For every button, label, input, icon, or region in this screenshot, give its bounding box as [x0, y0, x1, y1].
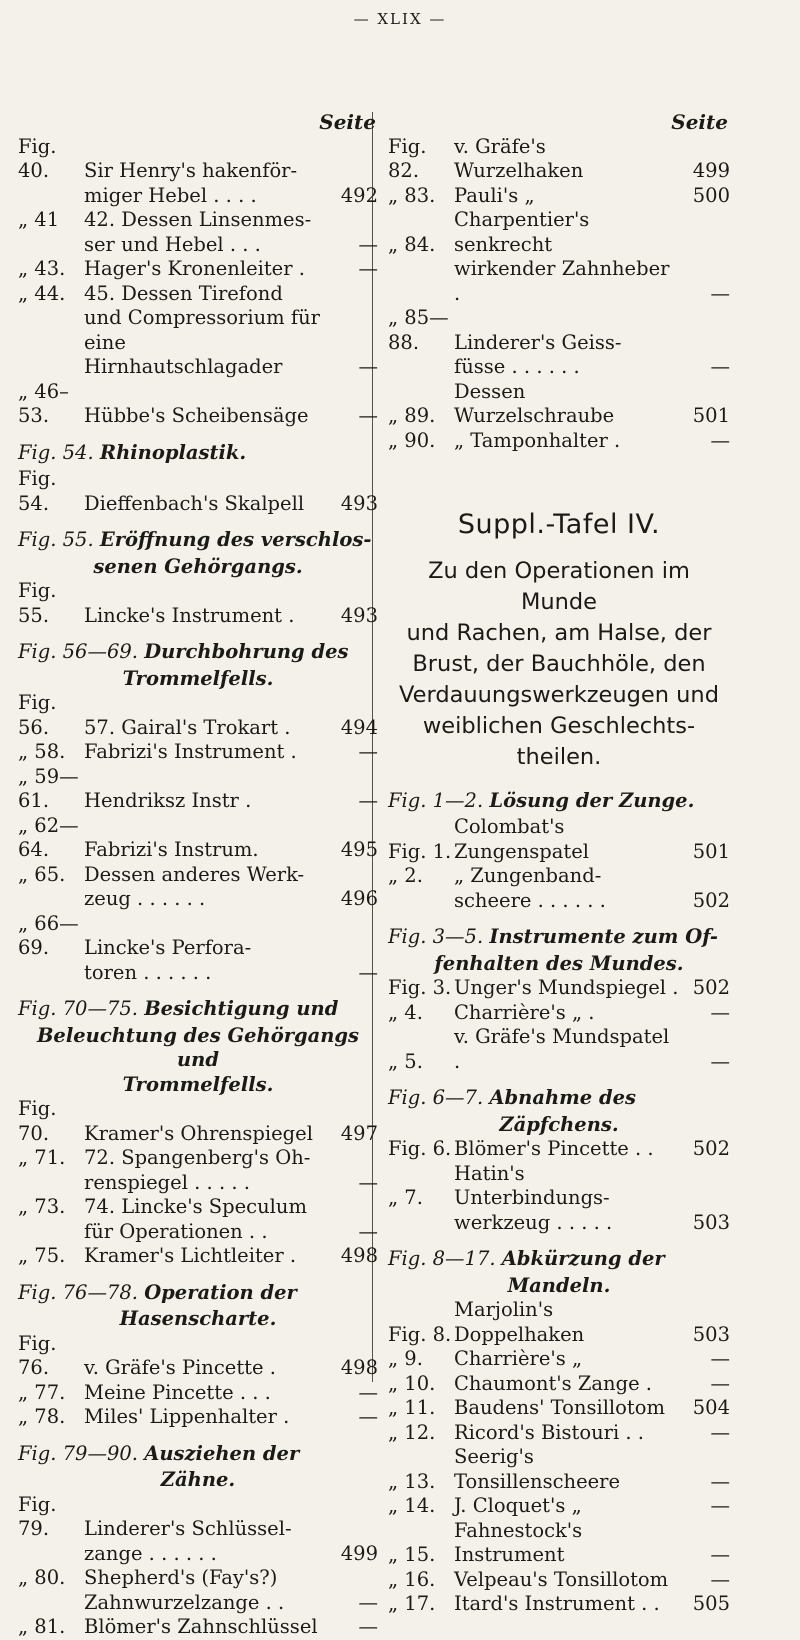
entry-text: wirkender Zahnheber .	[454, 257, 670, 305]
page-number: —	[710, 1543, 730, 1566]
entry-text: Fabrizi's Instrument .	[84, 740, 297, 763]
figure-label: Fig. 56.	[18, 691, 57, 739]
index-entry	[18, 1332, 378, 1381]
plate-description-line: theilen.	[516, 743, 602, 770]
figure-label: „ 14.	[388, 1494, 436, 1517]
entry-text: zeug . . . . . .	[84, 887, 206, 910]
page-number: —	[358, 1590, 378, 1614]
page-number: —	[358, 1405, 378, 1428]
section-title: Instrumente zum Of-	[489, 925, 718, 948]
section-heading	[18, 640, 378, 665]
index-entry	[18, 691, 378, 740]
index-entry	[18, 282, 378, 307]
entry-text: J. Cloquet's „	[454, 1494, 582, 1517]
index-entry	[388, 1347, 730, 1372]
index-entry	[18, 233, 378, 258]
figure-label: Fig. 55.	[18, 579, 57, 627]
section-title: fenhalten des Mundes.	[434, 951, 684, 975]
page-number: 503	[692, 1322, 730, 1346]
page-number: —	[710, 1494, 730, 1517]
right-entries-2	[388, 789, 730, 1617]
index-entry	[18, 184, 378, 209]
page-number: 493	[340, 491, 378, 515]
entry-text: Ricord's Bistouri . .	[454, 1420, 645, 1444]
figure-label: „ 2.	[388, 864, 423, 887]
right-column	[388, 110, 730, 1617]
section-title: Mandeln.	[507, 1273, 611, 1297]
figure-label: „ 84.	[388, 232, 436, 256]
entry-text: Chaumont's Zange .	[454, 1371, 653, 1395]
page-number: 497	[340, 1121, 378, 1145]
index-entry	[18, 1405, 378, 1430]
section-heading	[18, 441, 378, 466]
index-entry	[18, 912, 378, 961]
figure-label: „ 65.	[18, 862, 66, 886]
entry-text: v. Gräfe's Wurzelhaken	[454, 134, 584, 182]
section-prefix: Fig. 79—90.	[18, 1441, 138, 1465]
section-title: Beleuchtung des Gehörgangs und	[36, 1023, 360, 1071]
index-entry	[18, 961, 378, 986]
left-column	[18, 110, 378, 1640]
entry-text: Seerig's Tonsillenscheere	[454, 1445, 621, 1493]
figure-label: „ 9.	[388, 1347, 423, 1370]
index-entry	[388, 1137, 730, 1162]
index-entry	[388, 815, 730, 864]
index-entry	[388, 1421, 730, 1446]
index-entry	[388, 135, 730, 184]
page-number: —	[710, 1567, 730, 1591]
entry-text: Marjolin's Doppelhaken	[454, 1298, 585, 1346]
figure-label: „ 15.	[388, 1543, 436, 1566]
figure-label: „ 13.	[388, 1469, 436, 1493]
section-heading-continued	[18, 1024, 378, 1073]
figure-label: „ 85—88.	[388, 306, 449, 354]
section-title: Lösung der Zunge.	[489, 788, 695, 812]
index-entry	[388, 1445, 730, 1494]
entry-text: miger Hebel . . . .	[84, 183, 257, 207]
index-entry	[388, 1025, 730, 1074]
figure-label: „ 75.	[18, 1244, 66, 1267]
section-title: Hasenscharte.	[119, 1307, 277, 1330]
entry-text: Sir Henry's hakenför-	[84, 159, 298, 182]
index-entry	[18, 887, 378, 912]
index-entry	[18, 135, 378, 184]
page-number: 499	[692, 159, 730, 182]
suppl-title: Suppl.-Tafel IV.	[457, 509, 661, 540]
page-number: 500	[692, 183, 730, 207]
figure-label: „ 11.	[388, 1396, 436, 1419]
figure-label: Fig. 40.	[18, 134, 57, 182]
plate-description-line: weiblichen Geschlechts-	[422, 712, 696, 739]
page-number: 496	[340, 887, 378, 910]
section-heading-continued	[18, 1468, 378, 1493]
page-number: —	[710, 1000, 730, 1024]
entry-text: Hendriksz Instr .	[84, 789, 252, 812]
entry-text: Unger's Mundspiegel .	[454, 976, 679, 999]
figure-label: „ 41	[18, 208, 60, 231]
figure-label: Fig. 82.	[388, 134, 427, 182]
entry-text: Baudens' Tonsillotom	[454, 1396, 665, 1419]
figure-label: „ 12.	[388, 1420, 436, 1444]
entry-text: Charpentier's senkrecht	[454, 208, 590, 256]
index-entry	[18, 579, 378, 628]
page-header: — XLIX —	[353, 10, 447, 28]
entry-text: 74. Lincke's Speculum	[84, 1195, 307, 1218]
page-number: —	[358, 1615, 378, 1638]
right-entries	[388, 135, 730, 454]
index-entry	[388, 1568, 730, 1593]
index-entry	[18, 208, 378, 233]
entry-text: 45. Dessen Tirefond	[84, 281, 283, 305]
page-number: —	[358, 1380, 378, 1404]
figure-label: Fig. 79.	[18, 1492, 57, 1540]
plate-description-line: Zu den Operationen im Munde	[428, 557, 690, 615]
entry-text: Lincke's Instrument .	[84, 603, 295, 627]
section-prefix: Fig. 1—2.	[388, 788, 484, 812]
page-number: —	[710, 1469, 730, 1493]
section-title: Besichtigung und	[144, 997, 339, 1020]
seite-heading: Seite	[319, 110, 376, 134]
figure-label: „ 71.	[18, 1146, 66, 1169]
section-title: Zäpfchens.	[499, 1112, 619, 1136]
index-entry	[388, 355, 730, 380]
index-entry	[18, 1566, 378, 1591]
figure-label: „ 46–53.	[18, 379, 69, 427]
figure-label: „ 73.	[18, 1195, 66, 1218]
index-entry	[388, 889, 730, 914]
section-heading	[388, 1086, 730, 1111]
section-prefix: Fig. 70—75.	[18, 997, 138, 1020]
index-entry	[388, 864, 730, 889]
index-entry	[18, 467, 378, 516]
entry-text: zange . . . . . .	[84, 1541, 217, 1565]
page-number: —	[358, 740, 378, 763]
page-number: —	[358, 232, 378, 256]
index-entry	[388, 208, 730, 257]
entry-text: toren . . . . . .	[84, 960, 212, 984]
index-entry	[388, 976, 730, 1001]
entry-text: renspiegel . . . . .	[84, 1170, 250, 1194]
entry-text: füsse . . . . . .	[454, 355, 580, 378]
figure-label: „ 62—64.	[18, 813, 79, 861]
page-number: 495	[340, 838, 378, 861]
entry-text: „ Zungenband-	[454, 864, 602, 887]
entry-text: Fahnestock's Instrument	[454, 1518, 583, 1566]
section-heading-continued	[388, 952, 730, 977]
entry-text: Kramer's Ohrenspiegel	[84, 1121, 313, 1145]
entry-text: Itard's Instrument . .	[454, 1592, 660, 1615]
index-entry	[18, 331, 378, 380]
figure-label: „ 83.	[388, 183, 436, 207]
page-number: —	[358, 404, 378, 427]
entry-text: scheere . . . . . .	[454, 888, 606, 912]
index-entry	[388, 1162, 730, 1211]
section-heading-continued	[388, 1274, 730, 1299]
figure-label: „ 78.	[18, 1405, 66, 1428]
entry-text: Shepherd's (Fay's?)	[84, 1566, 278, 1589]
section-prefix: Fig. 55.	[18, 528, 94, 551]
section-title: Abnahme des	[489, 1086, 636, 1109]
index-entry	[388, 1298, 730, 1347]
page-number: —	[710, 355, 730, 378]
page-number: —	[358, 355, 378, 378]
page-number: —	[710, 1371, 730, 1395]
index-entry	[18, 740, 378, 765]
section-title: Operation der	[144, 1280, 297, 1304]
index-entry	[388, 1592, 730, 1617]
figure-label: „ 44.	[18, 281, 66, 305]
page-number: —	[710, 1420, 730, 1444]
section-heading	[388, 1247, 730, 1272]
entry-text: Linderer's Schlüssel-	[84, 1517, 292, 1540]
entry-text: Hager's Kronenleiter .	[84, 257, 305, 280]
section-heading-continued	[388, 1113, 730, 1138]
index-entry	[18, 1097, 378, 1146]
section-heading	[388, 789, 730, 814]
entry-text: Dessen Wurzelschraube	[454, 379, 615, 427]
figure-label: Fig. 70.	[18, 1097, 57, 1145]
entry-text: Hatin's Unterbindungs-	[454, 1161, 610, 1209]
page-number: —	[710, 1049, 730, 1073]
figure-label: Fig. 8.	[388, 1322, 452, 1346]
figure-label: „ 89.	[388, 404, 436, 427]
figure-label: „ 58.	[18, 740, 66, 763]
page-number: 501	[692, 404, 730, 427]
page-number: —	[710, 281, 730, 305]
index-entry	[388, 380, 730, 429]
entry-text: Blömer's Pincette . .	[454, 1137, 654, 1160]
page-number: —	[358, 1219, 378, 1243]
index-entry	[18, 1244, 378, 1269]
index-entry	[18, 257, 378, 282]
index-entry	[18, 1171, 378, 1196]
plate-description-line: Verdauungswerkzeugen und	[399, 681, 719, 708]
entry-text: Zahnwurzelzange . .	[84, 1590, 285, 1614]
section-prefix: Fig. 56—69.	[18, 640, 138, 663]
page-number: 499	[340, 1541, 378, 1565]
page-number: 502	[692, 976, 730, 999]
index-entry	[388, 1372, 730, 1397]
entry-text: Blömer's Zahnschlüssel	[84, 1615, 318, 1638]
section-title: Trommelfells.	[122, 1072, 274, 1096]
index-entry	[388, 1211, 730, 1236]
seite-heading: Seite	[671, 110, 728, 134]
page-number: —	[710, 1347, 730, 1370]
page-number: 498	[340, 1356, 378, 1379]
index-entry	[18, 1591, 378, 1616]
index-entry	[388, 429, 730, 454]
plate-description-line: und Rachen, am Halse, der	[406, 619, 712, 646]
section-heading-continued	[18, 1073, 378, 1098]
section-title: Ausziehen der	[144, 1441, 300, 1465]
entry-text: Lincke's Perfora-	[84, 936, 252, 959]
entry-text: Pauli's „	[454, 183, 535, 207]
figure-label: Fig. 54.	[18, 467, 57, 515]
section-title: Abkürzung der	[501, 1247, 665, 1270]
entry-text: Meine Pincette . . .	[84, 1380, 271, 1404]
index-entry	[388, 1519, 730, 1568]
page-number: —	[358, 789, 378, 812]
entry-text: „ Tamponhalter .	[454, 428, 621, 452]
section-heading	[18, 528, 378, 553]
entry-text: Fabrizi's Instrum.	[84, 838, 259, 861]
entry-text: Colombat's Zungenspatel	[454, 815, 589, 863]
index-entry	[18, 1381, 378, 1406]
index-entry	[18, 863, 378, 888]
entry-text: Linderer's Geiss-	[454, 330, 622, 354]
page-number: —	[358, 257, 378, 280]
section-prefix: Fig. 6—7.	[388, 1086, 484, 1109]
entry-text: Hübbe's Scheibensäge	[84, 404, 309, 427]
section-heading	[18, 1442, 378, 1467]
left-entries	[18, 135, 378, 1640]
page-number: —	[358, 960, 378, 984]
page-number: 505	[692, 1592, 730, 1615]
index-entry	[388, 306, 730, 355]
page-number: 493	[340, 603, 378, 627]
entry-text: 57. Gairal's Trokart .	[84, 715, 291, 739]
section-heading-continued	[18, 1307, 378, 1332]
section-heading	[388, 925, 730, 950]
entry-text: werkzeug . . . . .	[454, 1210, 613, 1234]
section-title: Rhinoplastik.	[99, 440, 247, 464]
figure-label: Fig. 1.	[388, 839, 452, 863]
page-number: 492	[340, 183, 378, 207]
figure-label: „ 5.	[388, 1049, 423, 1073]
section-title: senen Gehörgangs.	[93, 554, 303, 578]
index-entry	[388, 1001, 730, 1026]
section-prefix: Fig. 76—78.	[18, 1280, 138, 1304]
entry-text: Dessen anderes Werk-	[84, 862, 305, 886]
entry-text: Charrière's „ .	[454, 1000, 595, 1024]
entry-text: 72. Spangenberg's Oh-	[84, 1146, 311, 1169]
page-number: 502	[692, 888, 730, 912]
section-heading-continued	[18, 667, 378, 692]
page-number: 494	[340, 715, 378, 739]
index-entry	[388, 1396, 730, 1421]
plate-description	[388, 556, 730, 773]
entry-text: und Compressorium für	[84, 306, 320, 329]
section-title: Zähne.	[160, 1468, 236, 1491]
entry-text: Dieffenbach's Skalpell	[84, 491, 305, 515]
page-number: 498	[340, 1244, 378, 1267]
page-number: —	[710, 428, 730, 452]
figure-label: „ 7.	[388, 1186, 423, 1209]
index-entry	[18, 380, 378, 429]
figure-label: „ 17.	[388, 1592, 436, 1615]
plate-description-line: Brust, der Bauchhöle, den	[412, 650, 706, 677]
index-entry	[388, 1494, 730, 1519]
section-heading	[18, 1281, 378, 1306]
page-number: —	[358, 1170, 378, 1194]
entry-text: v. Gräfe's Mundspatel .	[454, 1025, 670, 1073]
page-number: 502	[692, 1137, 730, 1160]
section-prefix: Fig. 54.	[18, 440, 94, 464]
section-prefix: Fig. 3—5.	[388, 925, 484, 948]
index-entry	[18, 1195, 378, 1220]
index-entry	[388, 257, 730, 306]
figure-label: „ 4.	[388, 1000, 423, 1024]
section-heading	[18, 997, 378, 1022]
index-entry	[18, 1220, 378, 1245]
entry-text: für Operationen . .	[84, 1219, 268, 1243]
section-title: Durchbohrung des	[144, 640, 349, 663]
index-entry	[18, 1542, 378, 1567]
figure-label: Fig. 6.	[388, 1137, 452, 1160]
section-prefix: Fig. 8—17.	[388, 1247, 496, 1270]
figure-label: „ 90.	[388, 428, 436, 452]
entry-text: v. Gräfe's Pincette .	[84, 1356, 276, 1379]
index-entry	[18, 1493, 378, 1542]
section-heading-continued	[18, 555, 378, 580]
figure-label: „ 81.	[18, 1615, 66, 1638]
figure-label: „ 66—69.	[18, 911, 79, 959]
entry-text: Velpeau's Tonsillotom	[454, 1567, 669, 1591]
index-entry	[18, 306, 378, 331]
section-title: Trommelfells.	[122, 666, 274, 690]
entry-text: Kramer's Lichtleiter .	[84, 1244, 297, 1267]
page-number: 501	[692, 839, 730, 863]
entry-text: Charrière's „	[454, 1347, 583, 1370]
figure-label: „ 80.	[18, 1566, 66, 1589]
figure-label: „ 16.	[388, 1567, 436, 1591]
entry-text: ser und Hebel . . .	[84, 232, 261, 256]
page-number: 503	[692, 1210, 730, 1234]
figure-label: Fig. 3.	[388, 976, 452, 999]
figure-label: „ 43.	[18, 257, 66, 280]
figure-label: „ 10.	[388, 1371, 436, 1395]
index-entry	[18, 814, 378, 863]
figure-label: „ 77.	[18, 1380, 66, 1404]
index-entry	[18, 1615, 378, 1640]
figure-label: „ 59—61.	[18, 764, 79, 812]
entry-text: 42. Dessen Linsenmes-	[84, 208, 312, 231]
entry-text: Miles' Lippenhalter .	[84, 1405, 290, 1428]
index-entry	[388, 184, 730, 209]
page-number: 504	[692, 1396, 730, 1419]
index-entry	[18, 1146, 378, 1171]
section-title: Eröffnung des verschlos-	[99, 528, 372, 551]
entry-text: eine Hirnhautschlagader	[84, 330, 283, 378]
index-entry	[18, 765, 378, 814]
figure-label: Fig. 76.	[18, 1331, 57, 1379]
